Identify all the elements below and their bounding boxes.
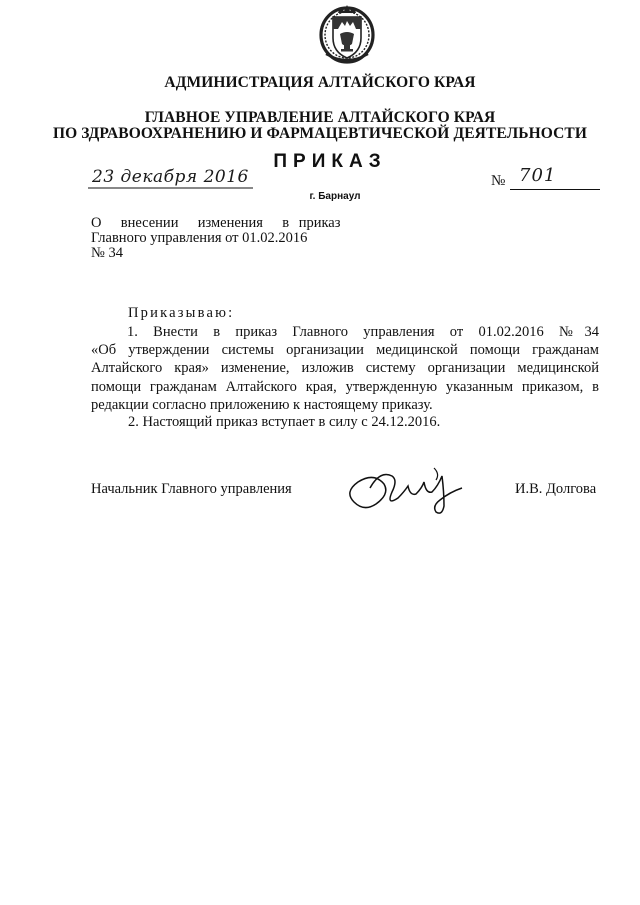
department-title-line2: ПО ЗДРАВООХРАНЕНИЮ И ФАРМАЦЕВТИЧЕСКОЙ ДЕЯТЕЛЬНОСТИ [53,125,587,142]
handwritten-date-text: 23 декабря 2016 [92,167,249,187]
signatory-title: Начальник Главного управления [91,481,292,497]
paragraph-line: «Об утверждении системы организации медицинской помощи гражданам [91,342,599,359]
subject-line: О внесении изменения в приказ [91,215,341,231]
signatory-name: И.В. Долгова [515,481,597,497]
subject-line: Главного управления от 01.02.2016 [91,230,308,246]
city-label: г. Барнаул [309,191,361,202]
paragraph-line: 1. Внести в приказ Главного управления от 01.02.2016 № 34 [127,324,599,340]
paragraph-line: Алтайского края» изменение, изложив систему организации медицинской [91,360,599,377]
handwritten-signature-icon [340,462,470,518]
order-number-label: № [491,173,506,189]
coat-of-arms-emblem-icon [318,4,376,64]
handwritten-order-number-text: 701 [519,165,557,186]
order-paragraph-2: 2. Настоящий приказ вступает в силу с 24.12.2016. [128,414,441,430]
document-type-title: ПРИКАЗ [273,151,387,172]
paragraph-line: помощи гражданам Алтайского края, утвержденную указанным приказом, в [91,378,599,395]
department-title-line1: ГЛАВНОЕ УПРАВЛЕНИЕ АЛТАЙСКОГО КРАЯ [144,109,496,126]
subject-line: № 34 [91,245,123,261]
order-directive-word: Приказываю: [128,305,235,321]
handwritten-order-number [513,167,573,191]
order-paragraph-1 [91,323,599,414]
administration-title: АДМИНИСТРАЦИЯ АЛТАЙСКОГО КРАЯ [164,74,476,91]
order-subject [91,216,341,261]
paragraph-line: редакции согласно приложению к настоящему приказу. [91,396,433,413]
